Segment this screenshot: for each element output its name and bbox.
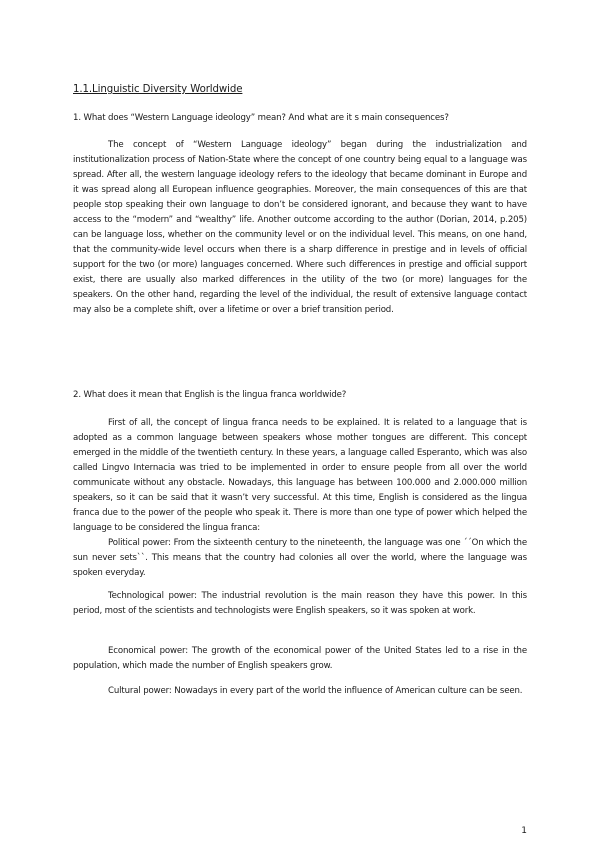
- paragraph-lingua-franca: First of all, the concept of lingua franca needs to be explained. It is related to a language that is adopted as a common language between speakers whose mother tongues are different. This concept emerged in the middle of the twentieth century. In these years, a language called Esperanto, which was also called Lingvo Internacia was tried to be implemented in order to ensure people from all over the world communicate without any obstacle. Nowadays, this language has between 100.000 and 2.000.000 million speakers, so it can be said that it wasn’t very successful. At this time, English is considered as the lingua franca due to the power of the people who speak it. There is more than one type of power which helped the language to be considered the lingua franca:: [73, 418, 527, 533]
- paragraph-political-power: Political power: From the sixteenth century to the nineteenth, the language was one ´´On which the sun never sets``. This means that the country had colonies all over the world, where the language was spoken everyday.: [73, 538, 527, 578]
- paragraph-economical-power: Economical power: The growth of the economical power of the United States led to a rise in the population, which made the number of English speakers grow.: [73, 646, 527, 671]
- paragraph-western-ideology: The concept of “Western Language ideology” began during the industrialization and institutionalization process of Nation-State where the concept of one country being equal to a language was spread. After all, the western language ideology refers to the ideology that became dominant in Europe and it was spread along all European influence geographies. Moreover, the main consequences of this are that people stop speaking their own language to don’t be considered ignorant, and because they want to have access to the “modern” and “wealthy” life. Another outcome according to the author (Dorian, 2014, p.205) can be language loss, whether on the community level or on the individual level. This means, on one hand, that the community-wide level occurs when there is a sharp difference in prestige and in levels of official support for the two (or more) languages concerned. Where such differences in prestige and official support exist, there are usually also marked differences in the utility of the two (or more) languages for the speakers. On the other hand, regarding the level of the individual, the result of extensive language contact may also be a complete shift, over a lifetime or over a brief transition period.: [73, 140, 527, 315]
- section-title: 1.1.Linguistic Diversity Worldwide: [73, 84, 243, 95]
- question-1: 1. What does “Western Language ideology” mean? And what are it s main consequences?: [73, 113, 449, 123]
- paragraph-cultural-power: Cultural power: Nowadays in every part of the world the influence of American culture can be seen.: [108, 686, 523, 696]
- page-number: 1: [521, 826, 527, 836]
- paragraph-technological-power: Technological power: The industrial revolution is the main reason they have this power. In this period, most of the scientists and technologists were English speakers, so it was spoken at work.: [73, 591, 527, 616]
- question-2: 2. What does it mean that English is the lingua franca worldwide?: [73, 390, 347, 400]
